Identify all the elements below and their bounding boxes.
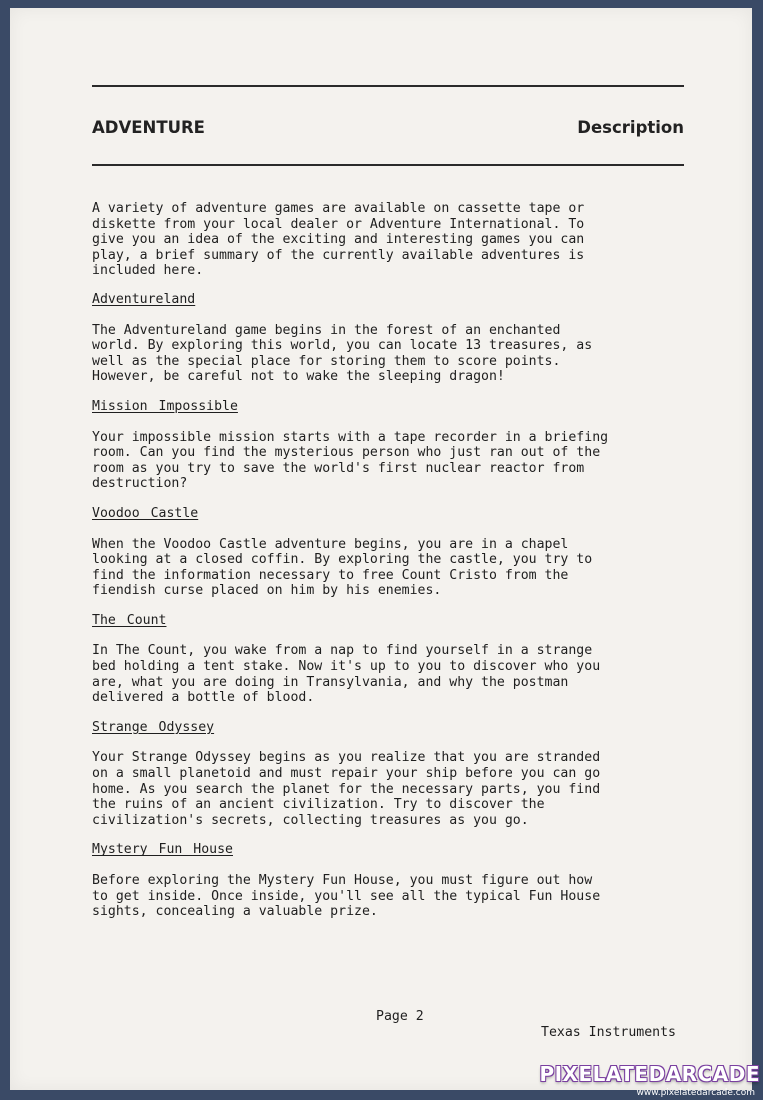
intro-paragraph: A variety of adventure games are available on cassette tape or diskette from your local dealer or Adventure International. To give you an idea of the exciting and interesting games you can play, a brief summary of the currently available adventures is included here. [92, 201, 585, 279]
manual-page [10, 8, 752, 1090]
watermark-url: www.pixelatedarcade.com [636, 1088, 755, 1098]
page-content [92, 201, 710, 934]
header-top-rule [92, 85, 684, 87]
section-body-adventureland: The Adventureland game begins in the forest of an enchanted world. By exploring this world, you can locate 13 treasures, as well as the special place for storing them to score points. However, be careful not to wake the sleeping dragon! [92, 322, 593, 385]
section-title-mystery-fun-house: Mystery Fun House [92, 842, 233, 858]
section-body-mystery-fun-house: Before exploring the Mystery Fun House, you must figure out how to get inside. Once inside, you'll see all the typical Fun House sights, concealing a valuable prize. [92, 873, 601, 920]
section-body-the-count: In The Count, you wake from a nap to find yourself in a strange bed holding a tent stake. Now it's up to you to discover who you are, what you are doing in Transylvania, and why the postman delivered a bottle of blood. [92, 643, 601, 706]
section-title-mission-impossible: Mission Impossible [92, 398, 238, 414]
section-body-strange-odyssey: Your Strange Odyssey begins as you realize that you are stranded on a small planetoid and must repair your ship before you can go home. As you search the planet for the necessary parts, you find the ruins of an ancient civilization. Try to discover the civilization's secrets, collecting treasures as you go. [92, 750, 601, 828]
section-title-adventureland: Adventureland [92, 291, 196, 307]
section-title-voodoo-castle: Voodoo Castle [92, 505, 199, 521]
section-title-strange-odyssey: Strange Odyssey [92, 719, 215, 735]
section-body-voodoo-castle: When the Voodoo Castle adventure begins, you are in a chapel looking at a closed coffin. By exploring the castle, you try to find the information necessary to free Count Cristo from the fiendish curse placed on him by his enemies. [92, 536, 593, 599]
section-title-the-count: The Count [92, 612, 167, 628]
page-number: Page 2 [376, 1009, 424, 1024]
header-title: ADVENTURE [92, 118, 205, 137]
header-bottom-rule [92, 164, 684, 166]
header-subtitle: Description [577, 118, 684, 137]
section-body-mission-impossible: Your impossible mission starts with a tape recorder in a briefing room. Can you find the mysterious person who just ran out of the room as you try to save the world's first nuclear reactor from destruction? [92, 429, 609, 492]
footer-brand: Texas Instruments [541, 1025, 676, 1040]
watermark-logo: PIXELATEDARCADE [539, 1062, 760, 1086]
